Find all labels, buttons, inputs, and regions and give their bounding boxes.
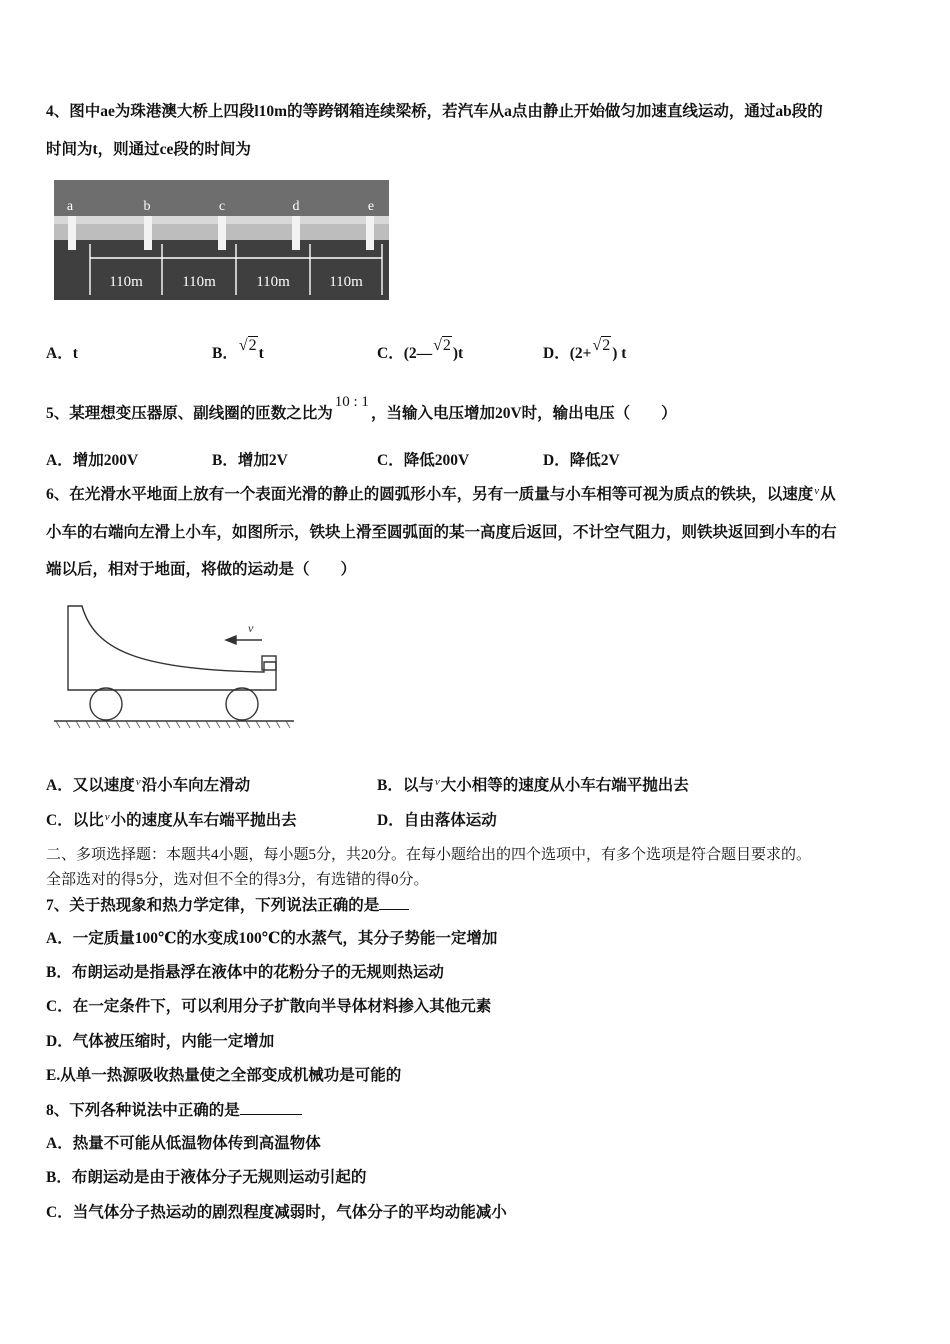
velocity-label: v [248,621,254,635]
ground-hatching [56,721,290,728]
q4-option-d [543,337,627,364]
bridge-point-b: b [143,199,151,214]
q6-stem-line2: 小车的右端向左滑上小车，如图所示，铁块上滑至圆弧面的某一高度后返回，不计空气阻力，则铁块返回到小车的右 [46,524,837,541]
section2-heading-line2: 全部选对的得5分，选对但不全的得3分，有选错的得0分。 [46,872,429,888]
q7-option-a: A．一定质量100℃的水变成100℃的水蒸气，其分子势能一定增加 [46,930,498,947]
velocity-symbol: v [135,776,141,788]
sqrt-radicand: 2 [248,337,257,354]
q6-stem-line1-a: 6、在光滑水平地面上放有一个表面光滑的静止的圆弧形小车，另有一质量与小车相等可视为质点的铁块，以速度 [46,486,814,503]
q5-option-b: B．增加2V [212,452,288,469]
q5-option-d: D．降低2V [543,452,620,469]
bridge-point-c: c [218,199,226,214]
q7-option-c: C．在一定条件下，可以利用分子扩散向半导体材料掺入其他元素 [46,998,492,1015]
q8-option-a: A．热量不可能从低温物体传到高温物体 [46,1135,321,1152]
q6-option-c [46,811,297,832]
bridge-span-ab: 110m [109,274,143,290]
velocity-symbol: v [434,776,440,788]
velocity-symbol: v [104,811,110,823]
q4-option-a: A．t [46,345,78,362]
q4-option-d-prefix: D．(2+ [543,345,592,362]
cart-figure [54,598,294,733]
q6-stem-line1-b: 从 [820,486,836,503]
q5-stem-suffix: ，当输入电压增加20V时，输出电压（ ） [370,405,677,422]
bridge-point-a: a [66,199,74,214]
velocity-arrow [226,636,262,644]
q6-option-c-post: 小的速度从车右端平抛出去 [110,812,297,829]
q6-option-b-post: 大小相等的速度从小车右端平抛出去 [440,777,689,794]
q6-option-c-pre: C．以比 [46,812,104,829]
q8-stem-text: 8、下列各种说法中正确的是 [46,1102,240,1119]
q7-option-d: D．气体被压缩时，内能一定增加 [46,1033,275,1050]
bridge-span-bc: 110m [182,274,216,290]
sqrt-symbol: √2 [592,337,611,354]
cart-body [68,606,276,690]
sqrt-symbol: √2 [433,337,451,354]
section2-heading-line1: 二、多项选择题：本题共4小题，每小题5分，共20分。在每小题给出的四个选项中，有多个选项是符合题目要求的。 [46,847,812,863]
q5-stem-prefix: 5、某理想变压器原、副线圈的匝数之比为 [46,405,333,422]
q6-option-b-pre: B．以与 [377,777,434,794]
sqrt-radicand: 2 [442,337,451,354]
answer-blank [240,1100,302,1115]
q8-stem [46,1100,302,1121]
q7-stem [46,895,409,916]
q4-option-b-suffix: t [258,345,264,362]
q5-turns-ratio: 10 : 1 [334,394,369,410]
q7-stem-text: 7、关于热现象和热力学定律，下列说法正确的是 [46,897,380,914]
q7-option-e: E.从单一热源吸收热量使之全部变成机械功是可能的 [46,1067,402,1084]
q8-option-b: B．布朗运动是由于液体分子无规则运动引起的 [46,1169,367,1186]
q4-option-c-prefix: C．(2— [377,345,433,362]
q6-option-d: D．自由落体运动 [377,812,497,829]
q5-option-c: C．降低200V [377,452,470,469]
bridge-figure [54,180,389,300]
q7-option-b: B．布朗运动是指悬浮在液体中的花粉分子的无规则热运动 [46,964,444,981]
q6-option-b [377,776,689,797]
q4-option-b-prefix: B． [212,345,238,362]
q4-option-c [377,337,464,364]
sqrt-radicand: 2 [602,337,611,354]
q5-stem [46,394,677,424]
q4-option-c-suffix: )t [452,345,464,362]
q4-option-b [212,337,264,364]
q6-stem-line3: 端以后，相对于地面，将做的运动是（ ） [46,561,357,578]
q4-stem-line1: 4、图中ae为珠港澳大桥上四段l10m的等跨钢箱连续梁桥，若汽车从a点由静止开始做匀加速直线运动，通过ab段的 [46,103,823,120]
cart-wheel-right [226,688,258,720]
q8-option-c: C．当气体分子热运动的剧烈程度减弱时，气体分子的平均动能减小 [46,1204,507,1221]
cart-wheel-left [90,688,122,720]
velocity-symbol: v [814,485,820,497]
q6-option-a-post: 沿小车向左滑动 [141,777,251,794]
sqrt-symbol: √2 [238,337,257,354]
answer-blank [379,895,409,910]
bridge-span-cd: 110m [256,274,290,290]
q6-option-a [46,776,250,797]
bridge-point-d: d [292,199,300,214]
q6-stem-line1 [46,485,836,506]
bridge-point-e: e [367,199,375,214]
bridge-span-de: 110m [329,274,363,290]
q4-option-d-suffix: ) t [612,345,627,362]
q5-option-a: A．增加200V [46,452,139,469]
q6-option-a-pre: A．又以速度 [46,777,135,794]
q4-stem-line2: 时间为t，则通过ce段的时间为 [46,141,251,158]
